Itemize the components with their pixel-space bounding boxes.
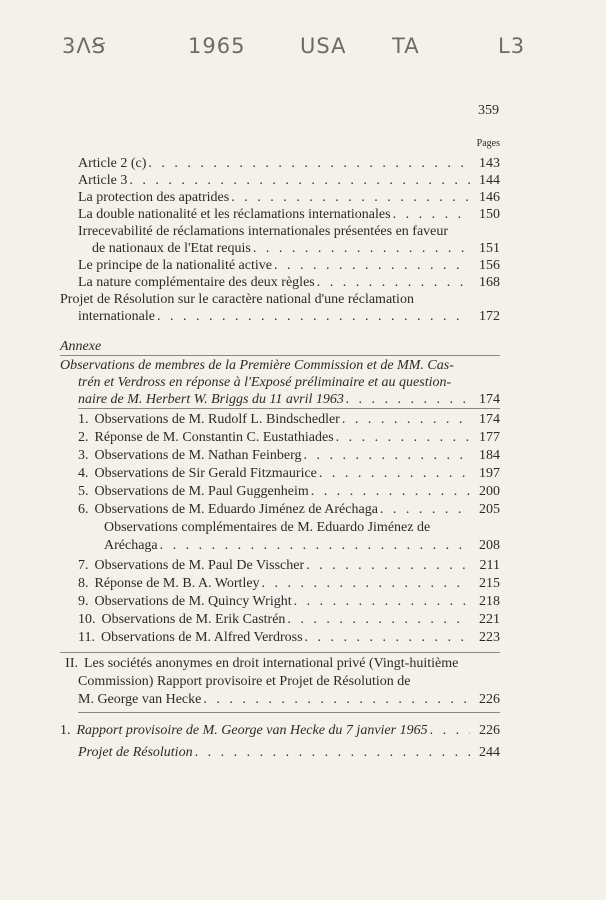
toc-entry — [78, 308, 500, 325]
toc-entry-page: 177 — [479, 430, 500, 445]
toc-entry — [78, 501, 500, 518]
leader-dots — [155, 308, 470, 325]
section-heading — [60, 655, 500, 672]
toc-entry — [78, 447, 500, 464]
leader-dots — [158, 537, 470, 554]
toc-entry-page: 156 — [479, 258, 500, 273]
toc-entry-label: Observations de M. Paul De Visscher — [94, 558, 305, 573]
leader-dots — [344, 391, 470, 408]
entry-number: 1. — [60, 723, 71, 738]
toc-entry-label: de nationaux de l'Etat requis — [92, 241, 251, 256]
toc-entry-page: 244 — [479, 745, 500, 760]
entry-number: 7. — [78, 558, 89, 573]
observations-title: trén et Verdross en réponse à l'Exposé préliminaire et au question- — [78, 375, 452, 390]
toc-entry — [78, 189, 500, 206]
leader-dots — [391, 206, 470, 223]
toc-entry-page: 223 — [479, 630, 500, 645]
toc-entry-page: 197 — [479, 466, 500, 481]
toc-entry — [104, 537, 500, 554]
handwritten-mark: USA — [300, 34, 347, 58]
toc-entry-page: 174 — [479, 412, 500, 427]
toc-entry-page: 146 — [479, 190, 500, 205]
toc-entry-page: 215 — [479, 576, 500, 591]
toc-entry-page: 172 — [479, 309, 500, 324]
toc-entry-page: 226 — [479, 723, 500, 738]
toc-entry-page: 174 — [479, 392, 500, 407]
toc-entry-label: naire de M. Herbert W. Briggs du 11 avril 1963 — [78, 392, 344, 407]
entry-number: 8. — [78, 576, 89, 591]
toc-entry-page: 144 — [479, 173, 500, 188]
leader-dots — [193, 744, 470, 761]
leader-dots — [201, 691, 470, 708]
leader-dots — [340, 411, 470, 428]
entry-number: 3. — [78, 448, 89, 463]
toc-entry — [78, 172, 500, 189]
section-number: II. — [65, 656, 78, 671]
entry-number: 11. — [78, 630, 95, 645]
toc-entry — [78, 575, 500, 592]
toc-entry-label: Observations de M. Eduardo Jiménez de Aréchaga — [94, 502, 378, 517]
toc-entry-page: 221 — [479, 612, 500, 627]
leader-dots — [260, 575, 470, 592]
entry-number: 2. — [78, 430, 89, 445]
toc-entry — [78, 257, 500, 274]
toc-entry-label: La double nationalité et les réclamations internationales — [78, 207, 391, 222]
leader-dots — [146, 155, 470, 172]
toc-entry-label: Irrecevabilité de réclamations internationales présentées en faveur — [78, 224, 449, 239]
toc-entry — [78, 691, 500, 708]
leader-dots — [378, 501, 470, 518]
toc-entry-page: 208 — [479, 538, 500, 553]
leader-dots — [292, 593, 470, 610]
toc-entry-page: 211 — [479, 558, 500, 573]
toc-entry-page: 143 — [479, 156, 500, 171]
toc-entry-label: Projet de Résolution — [78, 745, 193, 760]
entry-number: 4. — [78, 466, 89, 481]
entry-number: 1. — [78, 412, 89, 427]
toc-entry-label: Observations de M. Erik Castrén — [101, 612, 286, 627]
toc-entry — [78, 744, 500, 761]
toc-entry-page: 218 — [479, 594, 500, 609]
toc-entry-label: Observations de M. Rudolf L. Bindschedler — [94, 412, 340, 427]
handwritten-mark: TA — [392, 34, 420, 58]
pages-column-label: Pages — [476, 138, 500, 149]
toc-entry — [78, 411, 500, 428]
toc-entry-label: Le principe de la nationalité active — [78, 258, 272, 273]
toc-entry — [78, 155, 500, 172]
handwritten-mark: L3 — [498, 34, 526, 58]
section-title: Commission) Rapport provisoire et Projet de Résolution de — [78, 674, 411, 689]
handwritten-mark: 1965 — [188, 34, 246, 58]
leader-dots — [428, 722, 470, 739]
entry-number: 9. — [78, 594, 89, 609]
toc-entry — [78, 483, 500, 500]
toc-entry-page: 168 — [479, 275, 500, 290]
leader-dots — [303, 629, 470, 646]
toc-entry-label: Réponse de M. Constantin C. Eustathiades — [94, 430, 334, 445]
divider — [60, 652, 500, 653]
leader-dots — [304, 557, 470, 574]
toc-entry — [78, 206, 500, 223]
toc-entry-page: 226 — [479, 692, 500, 707]
toc-entry-label: Observations complémentaires de M. Eduardo Jiménez de — [104, 520, 431, 535]
leader-dots — [285, 611, 470, 628]
toc-entry-page: 205 — [479, 502, 500, 517]
leader-dots — [229, 189, 470, 206]
toc-entry-label: Observations de Sir Gerald Fitzmaurice — [94, 466, 317, 481]
toc-entry — [60, 722, 500, 739]
toc-entry-label: M. George van Hecke — [78, 692, 202, 707]
toc-entry-label: Observations de M. Quincy Wright — [94, 594, 292, 609]
toc-entry-label: Article 3 — [78, 173, 128, 188]
toc-entry-label: Observations de M. Alfred Verdross — [100, 630, 303, 645]
page-number: 359 — [478, 103, 499, 118]
toc-entry-label: Réponse de M. B. A. Wortley — [94, 576, 260, 591]
leader-dots — [127, 172, 470, 189]
entry-number: 10. — [78, 612, 96, 627]
toc-entry-label: La protection des apatrides — [78, 190, 230, 205]
leader-dots — [251, 240, 470, 257]
section-title: Les sociétés anonymes en droit international privé (Vingt-huitième — [84, 656, 459, 671]
toc-entry — [78, 593, 500, 610]
entry-number: 6. — [78, 502, 89, 517]
leader-dots — [334, 429, 470, 446]
leader-dots — [309, 483, 470, 500]
handwritten-mark: 3ɅꞨ — [62, 34, 107, 58]
toc-entry — [78, 429, 500, 446]
leader-dots — [317, 465, 470, 482]
projet-title: Projet de Résolution sur le caractère national d'une réclamation — [60, 292, 414, 307]
toc-entry-page: 200 — [479, 484, 500, 499]
divider — [60, 355, 500, 356]
toc-entry-label: Observations de M. Nathan Feinberg — [94, 448, 302, 463]
toc-entry — [78, 611, 500, 628]
leader-dots — [301, 447, 470, 464]
toc-entry — [78, 629, 500, 646]
entry-number: 5. — [78, 484, 89, 499]
toc-entry-label: Observations de M. Paul Guggenheim — [94, 484, 309, 499]
toc-entry — [78, 274, 500, 291]
toc-entry-label: Rapport provisoire de M. George van Hecke du 7 janvier 1965 — [76, 723, 428, 738]
toc-entry-page: 151 — [479, 241, 500, 256]
divider — [78, 712, 500, 713]
divider — [78, 408, 500, 409]
toc-entry — [78, 465, 500, 482]
toc-entry-page: 184 — [479, 448, 500, 463]
toc-entry-label: Aréchaga — [104, 538, 158, 553]
leader-dots — [272, 257, 470, 274]
annexe-heading: Annexe — [60, 339, 102, 354]
observations-title: Observations de membres de la Première Commission et de MM. Cas- — [60, 358, 454, 373]
toc-entry — [92, 240, 500, 257]
toc-entry-label: Article 2 (c) — [78, 156, 147, 171]
toc-entry — [78, 557, 500, 574]
toc-entry-label: La nature complémentaire des deux règles — [78, 275, 315, 290]
toc-entry-label: internationale — [78, 309, 155, 324]
toc-entry — [78, 391, 500, 408]
leader-dots — [315, 274, 470, 291]
toc-entry-page: 150 — [479, 207, 500, 222]
